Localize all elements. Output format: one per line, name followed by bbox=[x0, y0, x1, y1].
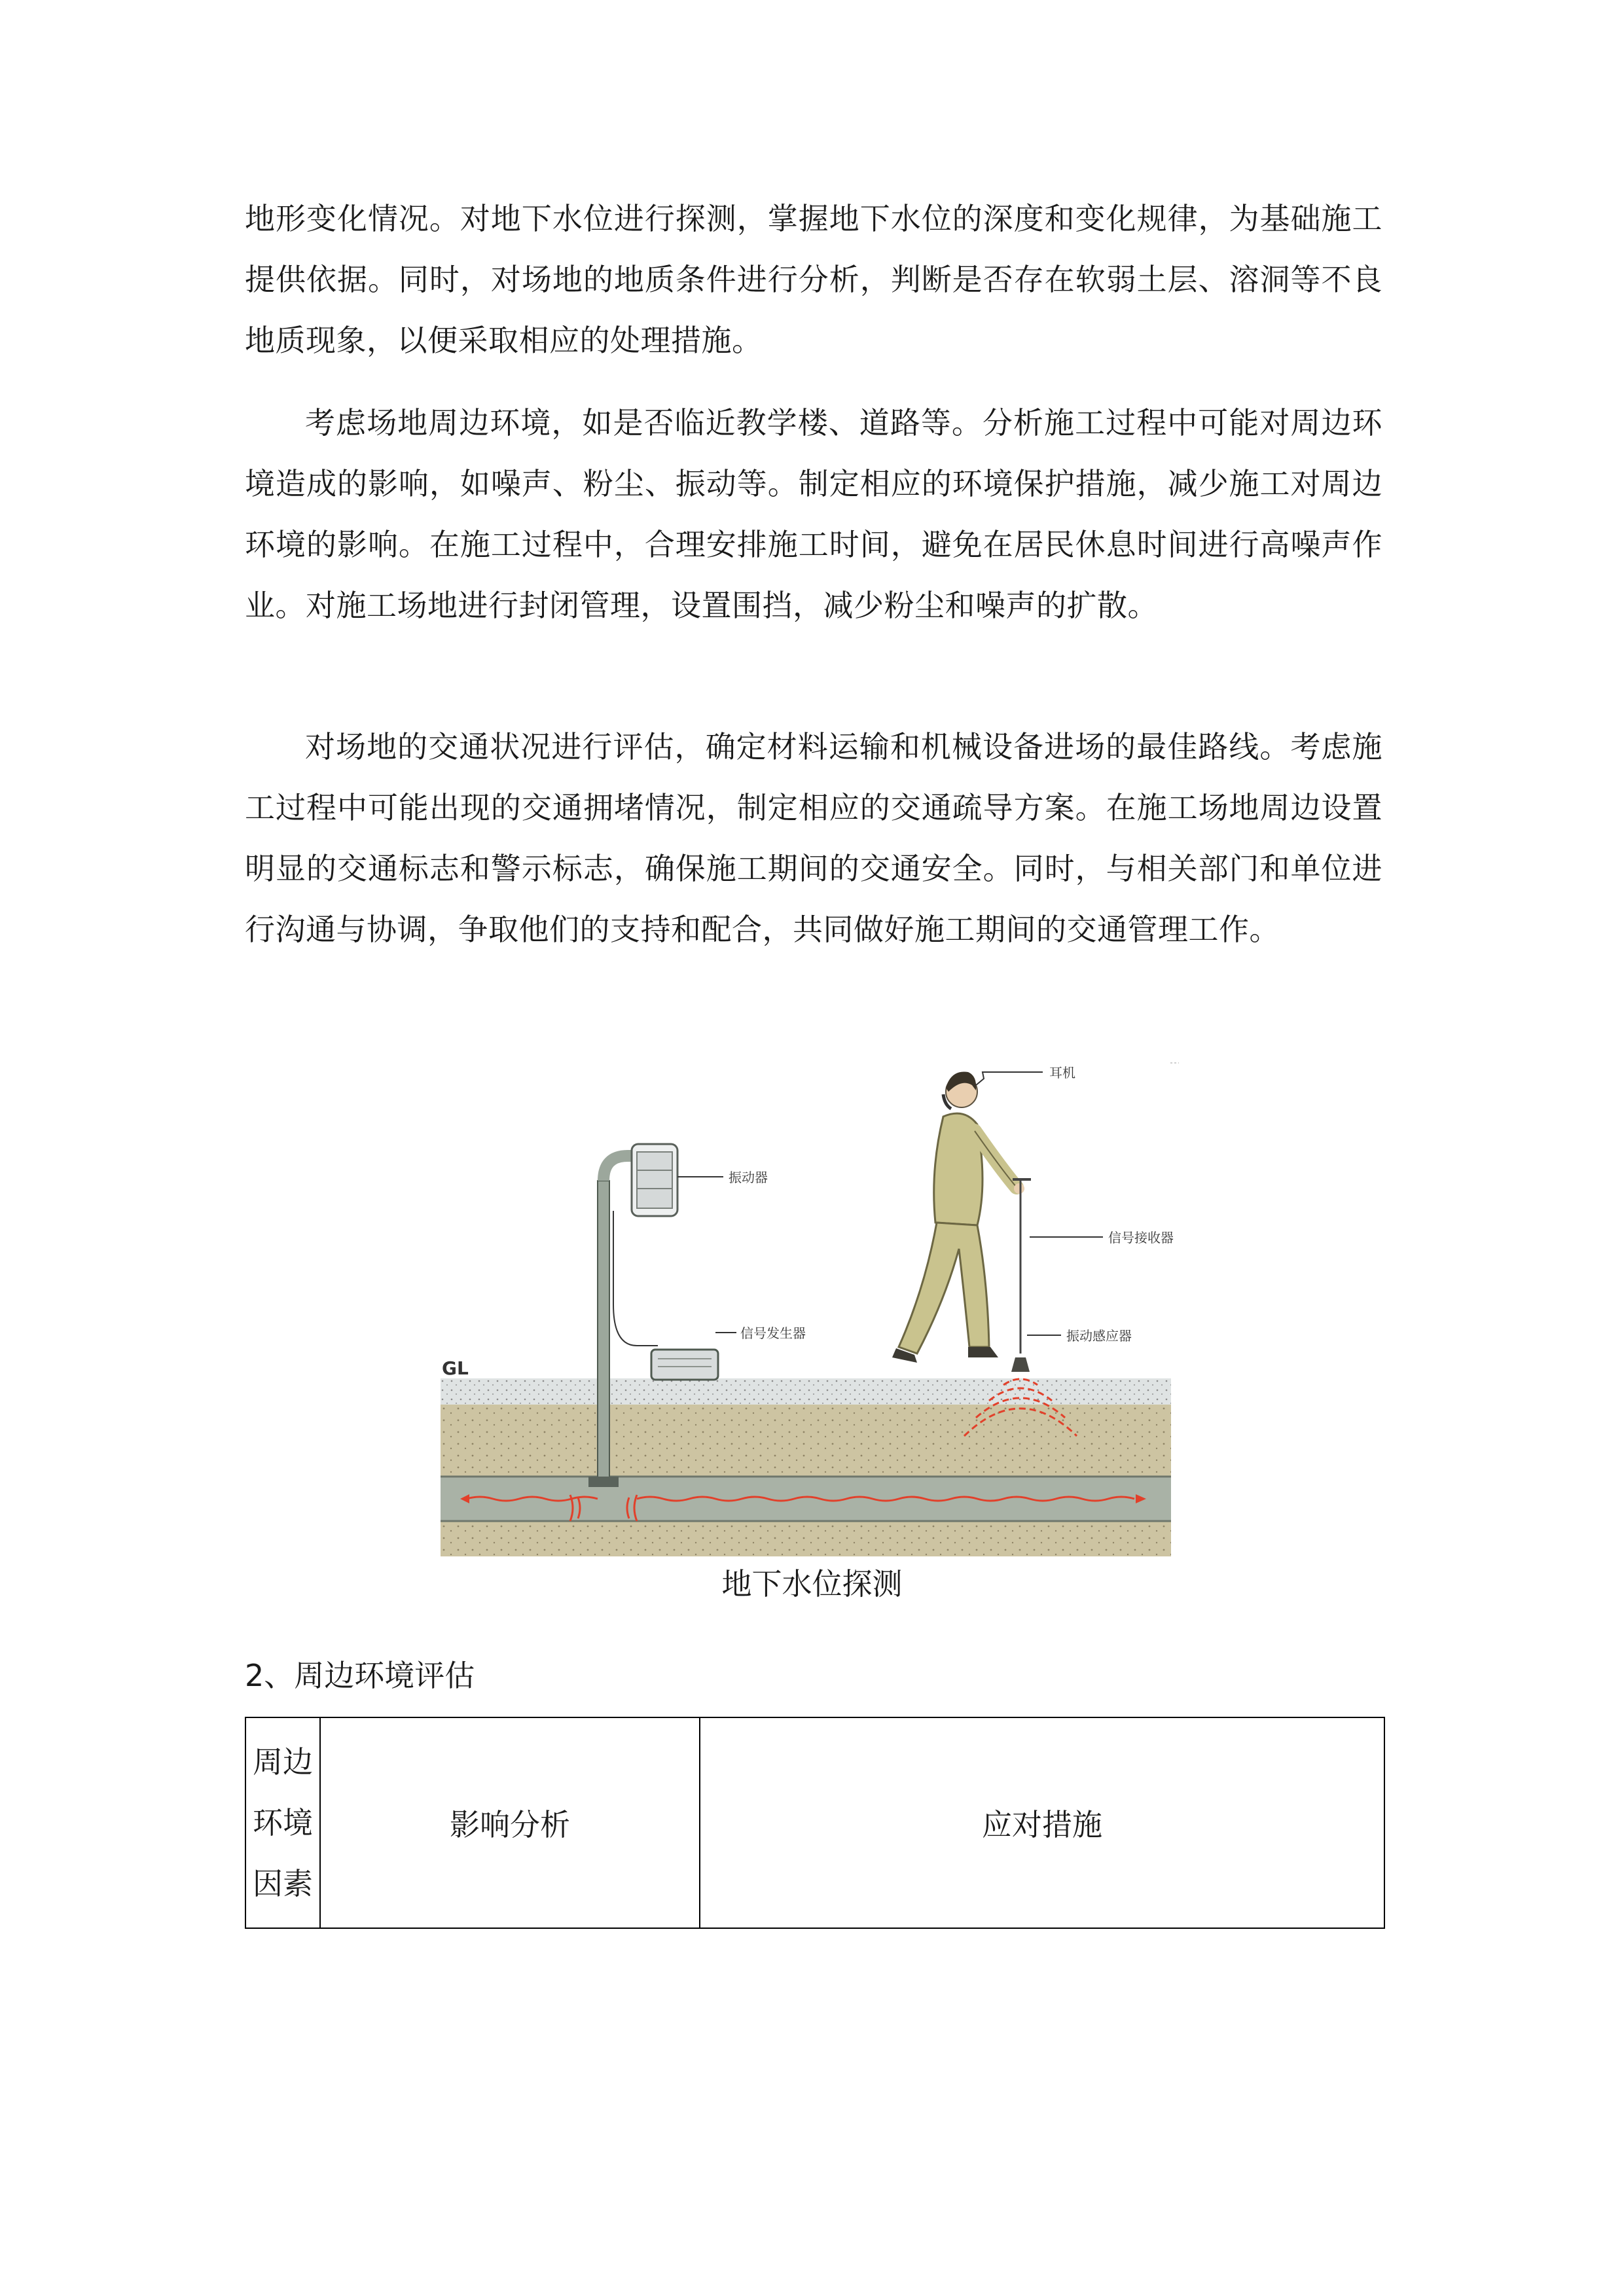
header-line: 环境 bbox=[253, 1804, 313, 1840]
table-header-row bbox=[245, 1717, 1384, 1928]
receiver-label: 信号接收器 bbox=[1108, 1230, 1174, 1246]
header-line: 周边 bbox=[253, 1744, 313, 1780]
environment-assessment-table bbox=[245, 1717, 1385, 1929]
header-line: 因素 bbox=[253, 1865, 313, 1901]
header-impact-analysis: 影响分析 bbox=[320, 1717, 700, 1928]
header-countermeasures: 应对措施 bbox=[700, 1717, 1384, 1928]
signal-generator bbox=[651, 1350, 718, 1380]
vibrator-label: 振动器 bbox=[729, 1170, 768, 1185]
figure-caption: 地下水位探测 bbox=[721, 1566, 903, 1602]
paragraph-geology: 地形变化情况。对地下水位进行探测，掌握地下水位的深度和变化规律，为基础施工提供依据。同时，对场地的地质条件进行分析，判断是否存在软弱土层、溶洞等不良地质现象，以便采取相应的处理措施。 bbox=[245, 201, 1382, 358]
sensor-label: 振动感应器 bbox=[1066, 1328, 1132, 1344]
paragraph-environment: 考虑场地周边环境，如是否临近教学楼、道路等。分析施工过程中可能对周边环境造成的影响，如噪声、粉尘、振动等。制定相应的环境保护措施，减少施工对周边环境的影响。在施工过程中，合理安排施工时间，避免在居民休息时间进行高噪声作业。对施工场地进行封闭管理，设置围挡，减少粉尘和噪声的扩散。 bbox=[245, 405, 1382, 623]
generator-label: 信号发生器 bbox=[740, 1325, 806, 1341]
header-environment-factor bbox=[245, 1717, 320, 1928]
groundwater-detection-figure bbox=[441, 1039, 1179, 1556]
earphone-label: 耳机 bbox=[1049, 1065, 1075, 1081]
operator-figure bbox=[892, 1072, 1024, 1363]
soil-layers bbox=[441, 1378, 1171, 1556]
paragraph-traffic: 对场地的交通状况进行评估，确定材料运输和机械设备进场的最佳路线。考虑施工过程中可能出现的交通拥堵情况，制定相应的交通疏导方案。在施工场地周边设置明显的交通标志和警示标志，确保施工期间的交通安全。同时，与相关部门和单位进行沟通与协调，争取他们的支持和配合，共同做好施工期间的交通管理工作。 bbox=[245, 729, 1382, 947]
ground-level-label: GL bbox=[442, 1357, 469, 1379]
section-heading: 2、周边环境评估 bbox=[245, 1658, 475, 1693]
